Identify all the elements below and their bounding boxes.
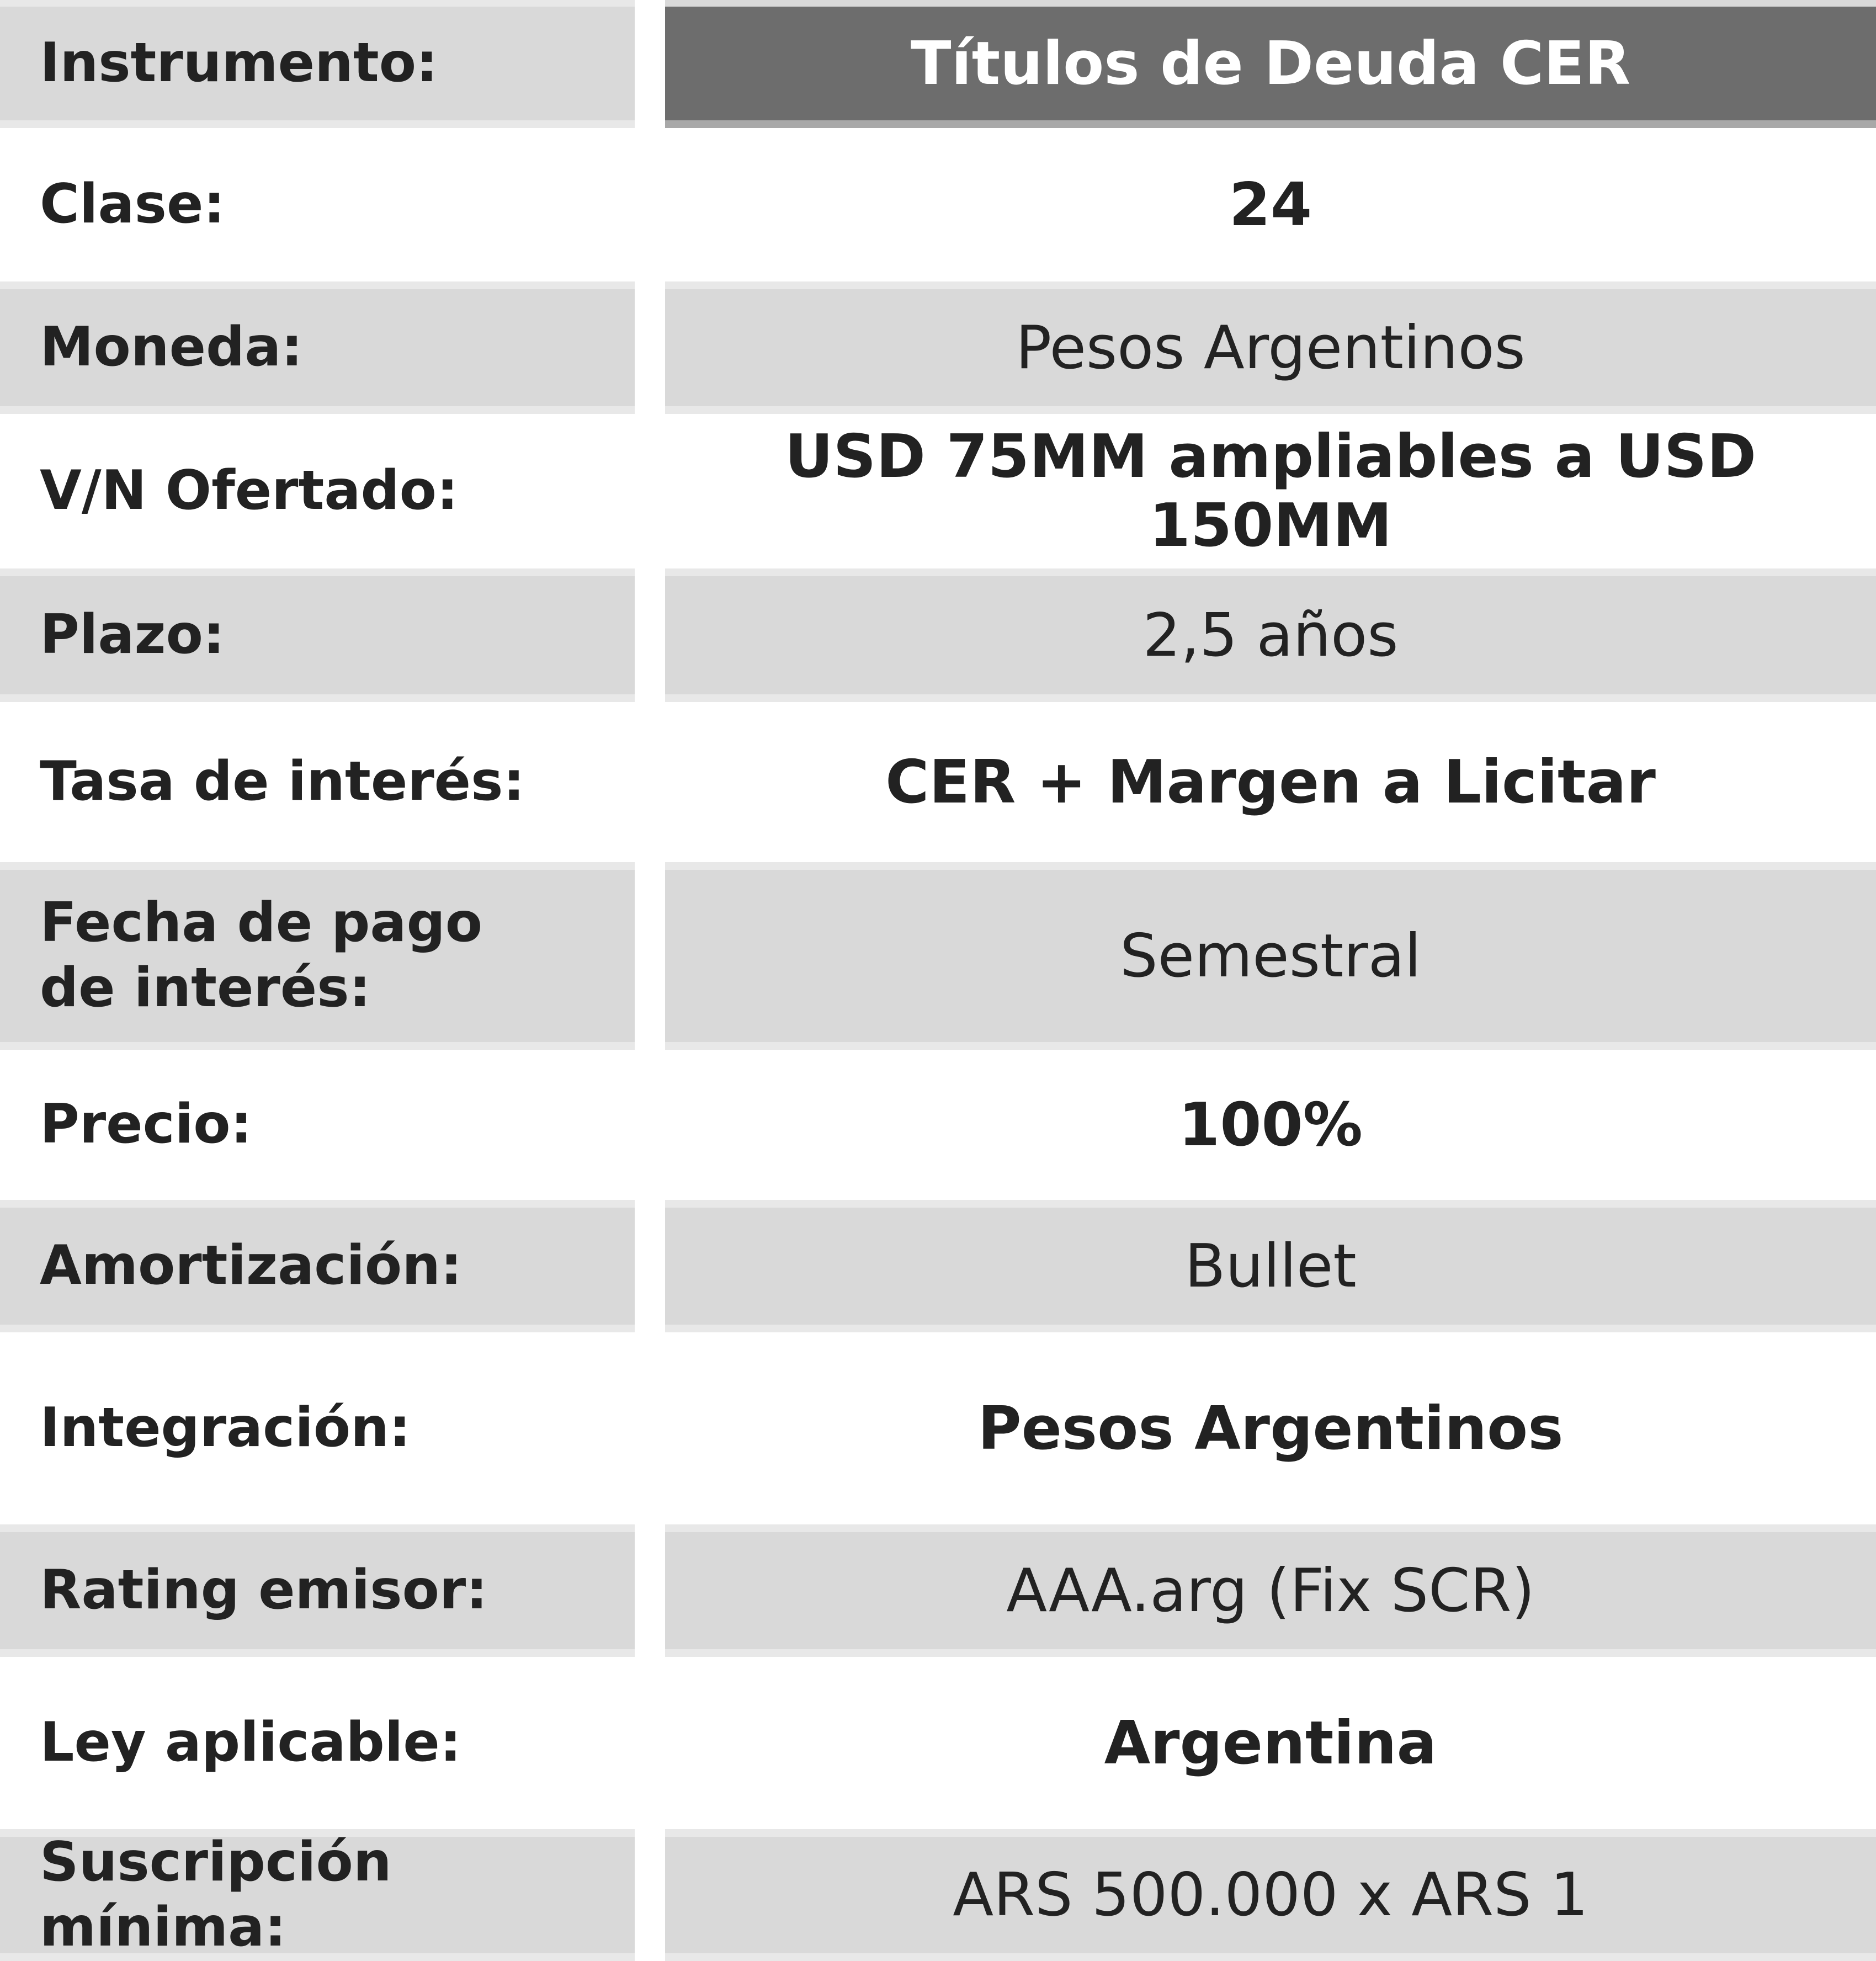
row-value: Bullet [665, 1200, 1876, 1332]
row-value: 2,5 años [665, 568, 1876, 702]
row-value: AAA.arg (Fix SCR) [665, 1524, 1876, 1657]
row-value: 100% [1178, 1090, 1363, 1160]
table-row-rating-emisor [0, 1524, 1876, 1657]
table-row-amortizacion [0, 1200, 1876, 1332]
table-row-instrumento [0, 0, 1876, 128]
row-label: Plazo: [0, 568, 635, 702]
table-row-moneda [0, 281, 1876, 414]
row-value: Semestral [665, 862, 1876, 1050]
row-value: 24 [1229, 170, 1312, 240]
row-label: Rating emisor: [0, 1524, 635, 1657]
row-label: Clase: [40, 173, 225, 236]
row-label: Tasa de interés: [40, 750, 525, 814]
row-label: Integración: [40, 1396, 411, 1460]
table-row-tasa-de-interes [0, 702, 1876, 862]
row-value: USD 75MM ampliables a USD 150MM [784, 422, 1757, 560]
row-value: CER + Margen a Licitar [885, 747, 1656, 817]
row-label: Amortización: [0, 1200, 635, 1332]
row-value: Títulos de Deuda CER [665, 0, 1876, 128]
table-row-clase [0, 128, 1876, 281]
row-label: Fecha de pago de interés: [0, 862, 635, 1050]
row-value: Pesos Argentinos [977, 1394, 1564, 1463]
table-row-suscripcion-minima [0, 1829, 1876, 1961]
row-label: Ley aplicable: [40, 1711, 461, 1774]
row-label: Suscripción mínima: [0, 1829, 635, 1961]
row-value: ARS 500.000 x ARS 1 [665, 1829, 1876, 1961]
row-value: Argentina [1104, 1708, 1437, 1778]
row-label: V/N Ofertado: [40, 459, 459, 523]
row-label: Precio: [40, 1093, 252, 1156]
row-value: Pesos Argentinos [665, 281, 1876, 414]
table-row-ley-aplicable [0, 1657, 1876, 1829]
table-row-integracion [0, 1332, 1876, 1524]
table-row-fecha-de-pago [0, 862, 1876, 1050]
table-row-plazo [0, 568, 1876, 702]
table-row-vn-ofertado [0, 414, 1876, 568]
row-label: Moneda: [0, 281, 635, 414]
row-label: Instrumento: [0, 0, 635, 128]
table-row-precio [0, 1050, 1876, 1200]
